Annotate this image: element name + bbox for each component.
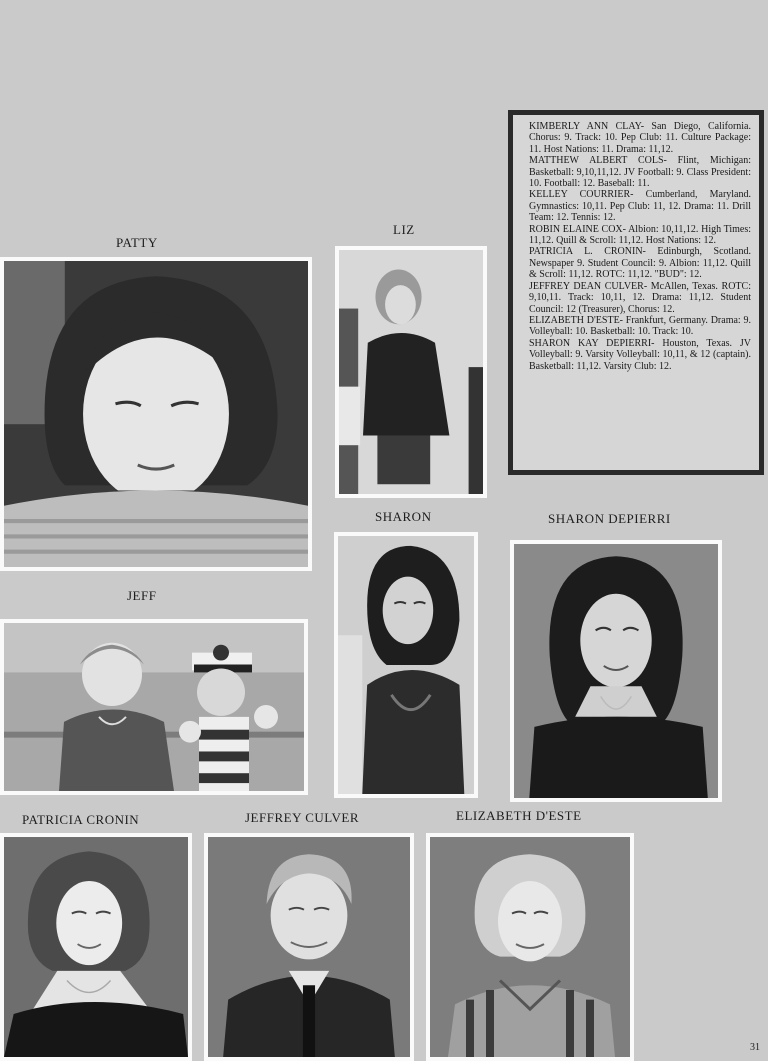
photo-patty xyxy=(0,257,312,571)
caption-sharon-depierri: SHARON DEPIERRI xyxy=(548,511,671,526)
bio-entry: KELLEY COURRIER- Cumberland, Maryland. Gymnastics: 10,11. Pep Club: 11, 12. Drama: 11. Drill Team: 12. Tennis: 12. xyxy=(529,189,751,224)
page-number: 31 xyxy=(750,1042,760,1053)
bio-entry: SHARON KAY DEPIERRI- Houston, Texas. JV Volleyball: 9. Varsity Volleyball: 10,11, & 12 (captain). Basketball: 11,12. Varsity Club: 12. xyxy=(529,337,751,372)
photo-patricia-cronin xyxy=(0,833,192,1061)
caption-sharon: SHARON xyxy=(375,509,432,524)
bio-entry: ELIZABETH D'ESTE- Frankfurt, Germany. Drama: 9. Volleyball: 10. Basketball: 10. Track: 10. xyxy=(529,314,751,338)
photo-sharon-depierri xyxy=(510,540,722,802)
caption-patty: PATTY xyxy=(116,235,158,250)
bio-box xyxy=(508,110,764,475)
caption-jeff: JEFF xyxy=(127,588,157,603)
photo-liz xyxy=(335,246,487,498)
photo-elizabeth-deste xyxy=(426,833,634,1061)
caption-elizabeth-deste: ELIZABETH D'ESTE xyxy=(456,808,582,823)
caption-jeffrey-culver: JEFFREY CULVER xyxy=(245,810,360,825)
bio-entry: KIMBERLY ANN CLAY- San Diego, California. Chorus: 9. Track: 10. Pep Club: 11. Culture Package: 11. Host Nations: 11. Drama: 11,12. xyxy=(529,121,751,155)
caption-liz: LIZ xyxy=(393,222,415,237)
bio-entry: ROBIN ELAINE COX- Albion: 10,11,12. High Times: 11,12. Quill & Scroll: 11,12. Host Nations: 12. xyxy=(529,223,751,247)
photo-jeffrey-culver xyxy=(204,833,414,1061)
photo-jeff xyxy=(0,619,308,795)
caption-patricia-cronin: PATRICIA CRONIN xyxy=(22,812,140,827)
photo-sharon xyxy=(334,532,478,798)
bio-entry: PATRICIA L. CRONIN- Edinburgh, Scotland. Newspaper 9. Student Council: 9. Albion: 11,12. Quill & Scroll: 11,12. ROTC: 11,12. "BUD": 12. xyxy=(529,246,751,281)
bio-entry: JEFFREY DEAN CULVER- McAllen, Texas. ROTC: 9,10,11. Track: 10,11, 12. Drama: 11,12. Student Council: 12 (Treasurer), Chorus: 12. xyxy=(529,280,751,315)
bio-entry: MATTHEW ALBERT COLS- Flint, Michigan: Basketball: 9,10,11,12. JV Football: 9. Class President: 10. Football: 12. Baseball: 11. xyxy=(529,155,751,190)
